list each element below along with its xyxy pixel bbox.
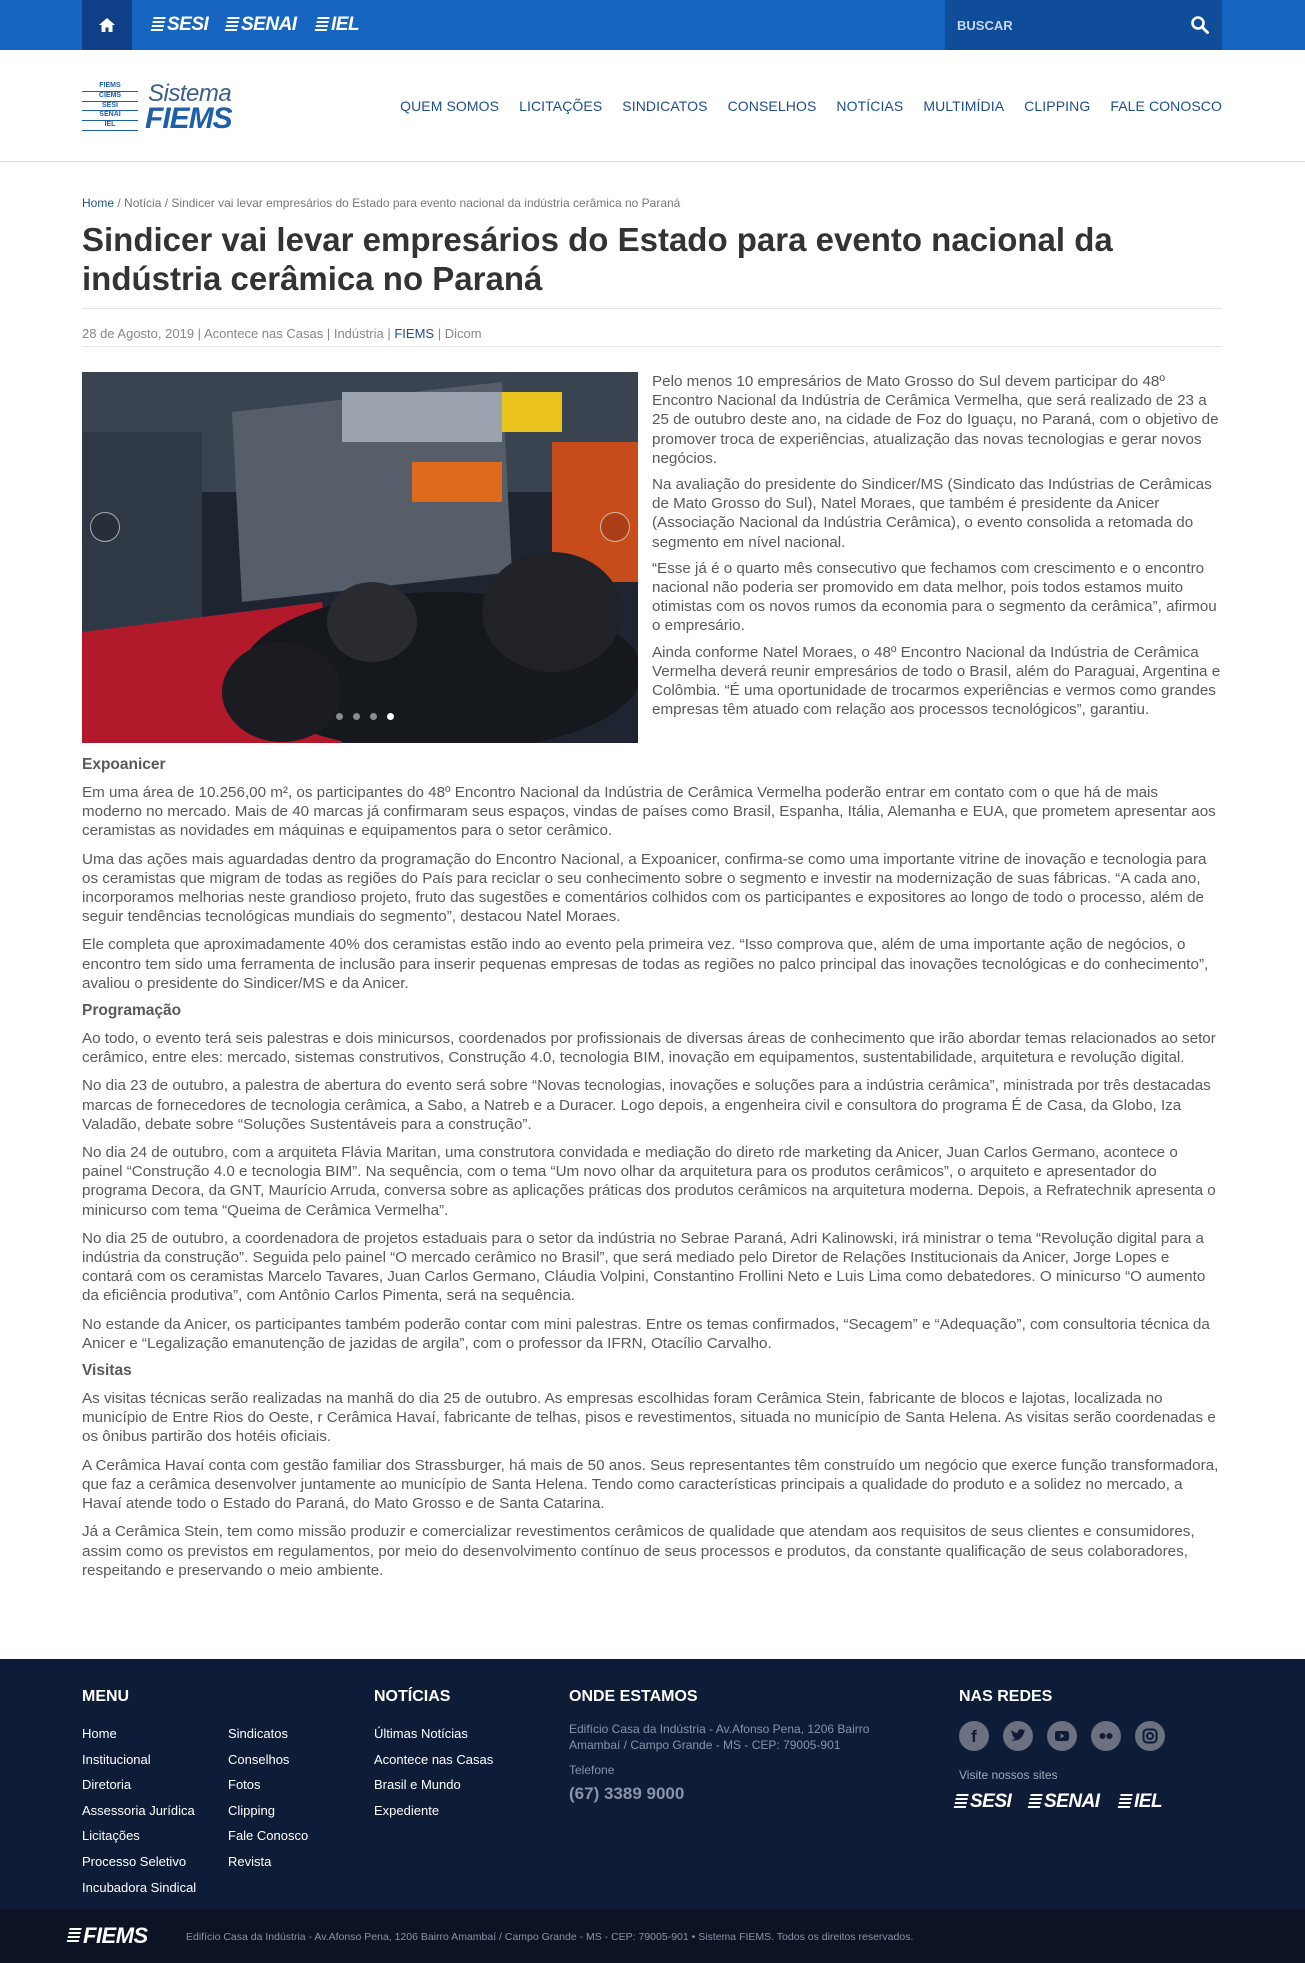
footer-link[interactable]: Assessoria Jurídica bbox=[82, 1803, 195, 1818]
footer-senai-link[interactable]: SENAI bbox=[1029, 1789, 1100, 1815]
slider-dot[interactable] bbox=[353, 713, 360, 720]
footer-link[interactable]: Processo Seletivo bbox=[82, 1854, 187, 1869]
footer-sites-label: Visite nossos sites bbox=[959, 1768, 1058, 1782]
footer-sesi-link[interactable]: SESI bbox=[955, 1789, 1011, 1815]
footer-link[interactable]: Fale Conosco bbox=[228, 1828, 309, 1843]
site-header bbox=[0, 50, 1305, 162]
breadcrumb-home[interactable]: Home bbox=[82, 196, 115, 210]
paragraph: Em uma área de 10.256,00 m², os participantes do 48º Encontro Nacional da Indústria de Cerâmica Vermelha poderão entrar em contato com o que há de mais moderno no mercado. Mais de 40 marcas já confirmaram seus espaços, vindas de países como Brasil, Espanha, Itália, Alemanha e EUA, que prometem apresentar aos ceramistas as novidades em máquinas e equipamentos para o setor cerâmico. bbox=[82, 784, 1216, 840]
paragraph: Uma das ações mais aguardadas dentro da programação do Encontro Nacional, a Expoanicer, confirma-se como uma importante vitrine de inovação e tecnologia para os ceramistas que migram de todas as regiões do País para reciclar o seu conhecimento sobre o segmento e investir na modernização de suas fábricas. “A cada ano, incorporamos melhorias neste grandioso projeto, fruto das sugestões e comentários colhidos com os participantes e expositores ao longo de todo o processo, além de seguir tendências tecnológicas mundiais do segmento”, destacou Natel Moraes. bbox=[82, 850, 1207, 926]
footer-news-link[interactable]: Acontece nas Casas bbox=[374, 1752, 494, 1767]
paragraph: Já a Cerâmica Stein, tem como missão produzir e comercializar revestimentos cerâmicos de qualidade que atendam aos requisitos de seus clientes e consumidores, assim como os previstos em regulamentos, por meio do desenvolvimento contínuo de seus processos e produtos, da constante qualificação de seus colaboradores, respeitando e preservando o meio ambiente. bbox=[82, 1523, 1195, 1579]
meta-author: Dicom bbox=[444, 326, 482, 341]
nav-quem-somos[interactable]: QUEM SOMOS bbox=[400, 98, 500, 114]
footer-phone[interactable]: (67) 3389 9000 bbox=[569, 1784, 685, 1803]
footer-link[interactable]: Institucional bbox=[82, 1752, 151, 1767]
image-slider[interactable] bbox=[82, 372, 638, 743]
footer-where-title: ONDE ESTAMOS bbox=[569, 1688, 698, 1705]
footer-news-link[interactable]: Expediente bbox=[374, 1803, 440, 1818]
flickr-icon[interactable] bbox=[1091, 1721, 1121, 1751]
footer-iel-link[interactable]: IEL bbox=[1119, 1789, 1162, 1815]
nav-sindicatos[interactable]: SINDICATOS bbox=[622, 98, 708, 114]
slider-dot-active[interactable] bbox=[387, 713, 394, 720]
nav-noticias[interactable]: NOTÍCIAS bbox=[836, 98, 904, 114]
page-title: Sindicer vai levar empresários do Estado para evento nacional da indústria cerâmica no Paraná bbox=[82, 221, 1113, 297]
senai-link[interactable]: SENAI bbox=[226, 12, 297, 38]
search-input[interactable] bbox=[957, 0, 1177, 50]
footer-link[interactable]: Fotos bbox=[228, 1777, 261, 1792]
breadcrumb-section[interactable]: Notícia bbox=[124, 196, 162, 210]
search-box bbox=[945, 0, 1222, 50]
footer-news-link[interactable]: Brasil e Mundo bbox=[374, 1777, 461, 1792]
section-heading: Expoanicer bbox=[82, 756, 166, 773]
iel-link[interactable]: IEL bbox=[316, 12, 359, 38]
copyright-text: Edifício Casa da Indústria - Av.Afonso Pena, 1206 Bairro Amambaí / Campo Grande - MS - CEP: 79005-901 • Sistema FIEMS. Todos os direitos reservados. bbox=[186, 1931, 914, 1943]
logo-lines: FIEMS CIEMS SESI SENAI IEL bbox=[82, 82, 138, 131]
footer-menu-title: MENU bbox=[82, 1688, 130, 1705]
article-intro bbox=[652, 372, 1222, 726]
slider-prev-arrow[interactable] bbox=[90, 512, 120, 542]
logo-word-sistema: Sistema bbox=[148, 80, 232, 107]
top-bar bbox=[0, 0, 1305, 50]
copyright-bar bbox=[0, 1909, 1305, 1963]
footer-link[interactable]: Home bbox=[82, 1726, 117, 1741]
nav-clipping[interactable]: CLIPPING bbox=[1024, 98, 1091, 114]
nav-conselhos[interactable]: CONSELHOS bbox=[727, 98, 817, 114]
footer-link[interactable]: Diretoria bbox=[82, 1777, 132, 1792]
home-icon bbox=[98, 17, 116, 33]
breadcrumb-current: Sindicer vai levar empresários do Estado para evento nacional da indústria cerâmica no Paraná bbox=[171, 196, 681, 210]
home-button[interactable] bbox=[82, 0, 132, 50]
meta-source[interactable]: FIEMS bbox=[394, 326, 435, 341]
meta-date: 28 de Agosto, 2019 bbox=[82, 326, 195, 341]
twitter-icon[interactable] bbox=[1003, 1721, 1033, 1751]
footer-link[interactable]: Sindicatos bbox=[228, 1726, 288, 1741]
paragraph: “Esse já é o quarto mês consecutivo que fechamos com crescimento e o encontro nacional não poderia ser promovido em data melhor, pois todos estamos muito otimistas com os novos rumos da economia para o segmento da cerâmica”, afirmou o empresário. bbox=[652, 559, 1217, 635]
slider-dot[interactable] bbox=[336, 713, 343, 720]
footer-phone-label: Telefone bbox=[569, 1763, 615, 1777]
slide-photo-exhibition-hall bbox=[82, 372, 638, 743]
breadcrumb: Home / Notícia / Sindicer vai levar empresários do Estado para evento nacional da indústria cerâmica no Paraná bbox=[82, 196, 681, 210]
paragraph: Ao todo, o evento terá seis palestras e dois minicursos, coordenados por profissionais de diversas áreas de conhecimento que irão abordar temas relacionados ao setor cerâmico, entre eles: mercado, sistemas construtivos, Construção 4.0, tecnologia BIM, inovação em equipamentos, sustentabilidade, arquitetura e revolução digital. bbox=[82, 1030, 1216, 1067]
paragraph: No dia 25 de outubro, a coordenadora de projetos estaduais para o setor da indústria no Sebrae Paraná, Adri Kalinowski, irá ministrar o tema “Revolução digital para a indústria da construção”. Seguida pelo painel “O mercado cerâmico no Brasil”, que será mediado pelo Diretor de Relações Institucionais da Anicer, Jorge Lopes e contará com os ceramistas Marcelo Tavares, Juan Carlos Germano, Cláudia Volpini, Constantino Frollini Neto e Luis Lima como debatedores. O minicurso “O aumento da eficiência produtiva”, com Antônio Carlos Pimenta, será na sequência. bbox=[82, 1229, 1206, 1305]
meta-tag[interactable]: Indústria bbox=[333, 326, 384, 341]
meta-tag[interactable]: Acontece nas Casas bbox=[203, 326, 324, 341]
footer-link[interactable]: Licitações bbox=[82, 1828, 140, 1843]
main-nav bbox=[380, 98, 1222, 114]
footer-link[interactable]: Incubadora Sindical bbox=[82, 1880, 197, 1895]
youtube-icon[interactable] bbox=[1047, 1721, 1077, 1751]
sesi-link[interactable]: SESI bbox=[152, 12, 208, 38]
slider-dot[interactable] bbox=[370, 713, 377, 720]
search-icon[interactable] bbox=[1190, 15, 1210, 35]
paragraph: A Cerâmica Havaí conta com gestão familiar dos Strassburger, há mais de 50 anos. Seus representantes têm construído um negócio que exerce função transformadora, que faz a cerâmica desenvolver juntamente ao município de Santa Helena. Tendo como características principais a qualidade do produto e a solidez no mercado, a Havaí atende todo o Estado do Paraná, do Mato Grosso e de Santa Catarina. bbox=[82, 1456, 1219, 1513]
footer-link[interactable]: Revista bbox=[228, 1854, 272, 1869]
footer-fiems-logo[interactable]: FIEMS bbox=[68, 1923, 148, 1949]
paragraph: Pelo menos 10 empresários de Mato Grosso do Sul devem participar do 48º Encontro Nacional da Indústria de Cerâmica Vermelha, que será realizado de 23 a 25 de outubro deste ano, na cidade de Foz do Iguaçu, no Paraná, com o objetivo de promover troca de experiências, atualização das novas tecnologias e gerar novos negócios. bbox=[652, 373, 1219, 467]
paragraph: No estande da Anicer, os participantes também poderão contar com mini palestras. Entre os temas confirmados, “Secagem” e “Adequação”, com consultoria técnica da Anicer e “Legalização emanutenção de jazidas de argila”, com o professor da IFRN, Otacílio Carvalho. bbox=[82, 1315, 1210, 1352]
paragraph: As visitas técnicas serão realizadas na manhã do dia 25 de outubro. As empresas escolhidas foram Cerâmica Stein, fabricante de blocos e lajotas, localizada no município de Entre Rios do Oeste, r Cerâmica Havaí, fabricante de telhas, pisos e revestimentos, situada no município de Santa Helena. As visitas serão coordenadas e os ônibus partirão dos hotéis oficiais. bbox=[82, 1390, 1216, 1446]
article-meta: 28 de Agosto, 2019 | Acontece nas Casas | Indústria | FIEMS | Dicom bbox=[82, 326, 482, 341]
facebook-icon[interactable] bbox=[959, 1721, 989, 1751]
footer-social-title: NAS REDES bbox=[959, 1688, 1053, 1705]
paragraph: Ele completa que aproximadamente 40% dos ceramistas estão indo ao evento pela primeira vez. “Isso comprova que, além de uma importante ação de negócios, o encontro tem sido uma ferramenta de inclusão para inserir pequenas empresas de todas as regiões no palco principal das inovações tecnológicas e do conhecimento”, avaliou o presidente do Sindicer/MS e da Anicer. bbox=[82, 936, 1209, 992]
footer-link[interactable]: Clipping bbox=[228, 1803, 275, 1818]
paragraph: Ainda conforme Natel Moraes, o 48º Encontro Nacional da Indústria de Cerâmica Vermelha deverá reunir empresários de todo o Brasil, além do Paraguai, Argentina e Colômbia. “É uma oportunidade de trocarmos experiências e vermos como grandes empresas têm atuado com relação aos processos tecnológicos”, garantiu. bbox=[652, 643, 1221, 719]
footer-address: Edifício Casa da Indústria - Av.Afonso Pena, 1206 Bairro Amambaí / Campo Grande - MS - CEP: 79005-901 bbox=[569, 1722, 870, 1752]
section-heading: Visitas bbox=[82, 1362, 132, 1380]
logo-word-fiems: FIEMS bbox=[145, 102, 232, 135]
nav-multimidia[interactable]: MULTIMÍDIA bbox=[923, 98, 1005, 114]
paragraph: Na avaliação do presidente do Sindicer/MS (Sindicato das Indústrias de Cerâmicas de Mato Grosso do Sul), Natel Moraes, que também é presidente da Anicer (Associação Nacional da Indústria Cerâmica), o evento consolida a retomada do segmento em nível nacional. bbox=[652, 476, 1212, 551]
divider bbox=[82, 346, 1222, 347]
divider bbox=[82, 308, 1222, 309]
sistema-fiems-logo[interactable] bbox=[82, 82, 252, 134]
instagram-icon[interactable] bbox=[1135, 1721, 1165, 1751]
nav-licitacoes[interactable]: LICITAÇÕES bbox=[519, 98, 603, 114]
slider-next-arrow[interactable] bbox=[600, 512, 630, 542]
paragraph: No dia 23 de outubro, a palestra de abertura do evento será sobre “Novas tecnologias, inovações e soluções para a indústria cerâmica”, ministrada por três destacadas marcas de fornecedores de tecnologia cerâmica, a Sabo, a Natreb e a Duracer. Logo depois, a engenheira civil e consultora do programa É de Casa, da Globo, Iza Valadão, debate sobre “Soluções Sustentáveis para a construção”. bbox=[82, 1077, 1211, 1133]
footer-link[interactable]: Conselhos bbox=[228, 1752, 290, 1767]
svg-text:f: f bbox=[971, 1727, 977, 1746]
paragraph: No dia 24 de outubro, com a arquiteta Flávia Maritan, uma construtora convidada e mediação do direto rde marketing da Anicer, Juan Carlos Germano, acontece o painel “Construção 4.0 e tecnologia BIM”. Na sequência, com o tema “Um novo olhar da arquitetura para os produtos cerâmicos”, o arquiteto e apresentador do programa Decora, da GNT, Maurício Arruda, conversa sobre as aplicações práticas dos produtos cerâmicos na arquitetura moderna. Depois, a Refratechnik apresenta o minicurso com tema “Queima de Cerâmica Vermelha”. bbox=[82, 1144, 1216, 1219]
article-body bbox=[82, 756, 1222, 1589]
nav-fale-conosco[interactable]: FALE CONOSCO bbox=[1110, 98, 1222, 114]
footer-news-title: NOTÍCIAS bbox=[374, 1688, 451, 1705]
section-heading: Programação bbox=[82, 1002, 182, 1020]
footer-news-link[interactable]: Últimas Notícias bbox=[374, 1726, 468, 1741]
